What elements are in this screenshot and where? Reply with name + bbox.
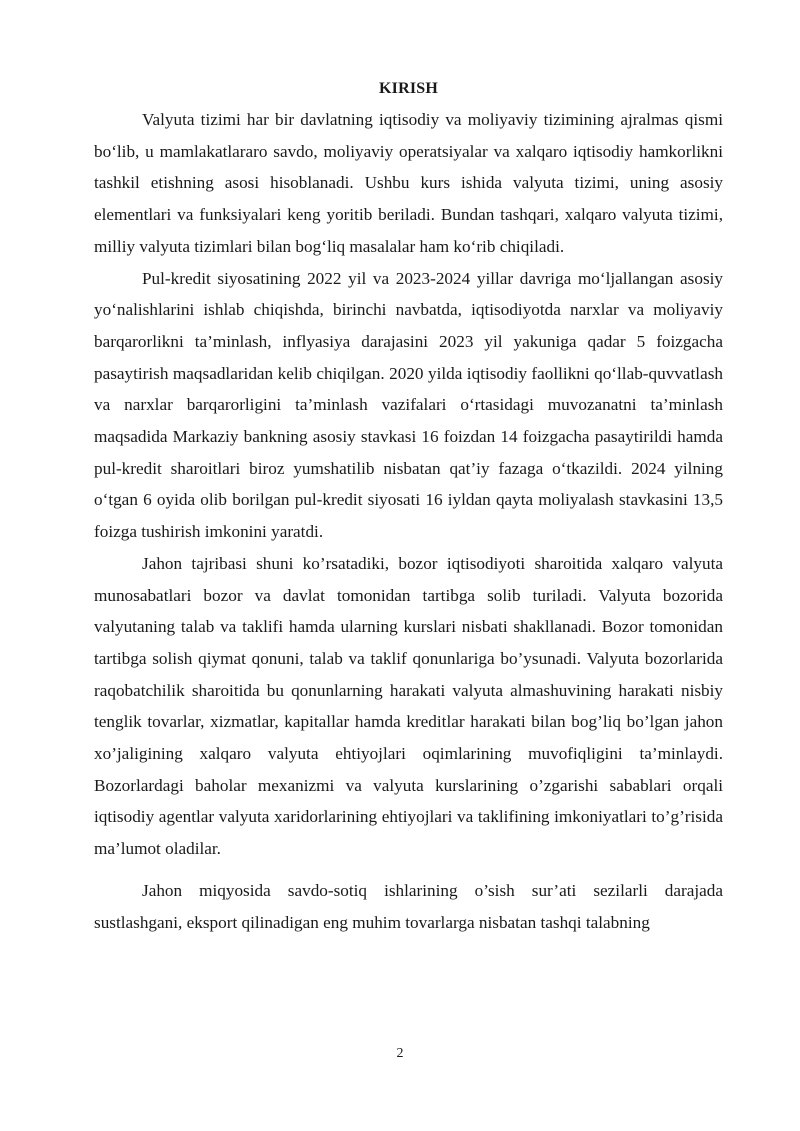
paragraph-3: Jahon tajribasi shuni ko’rsatadiki, bozor iqtisodiyoti sharoitida xalqaro valyuta munosabatlari bozor va davlat tomonidan tartibga solib turiladi. Valyuta bozorida valyutaning talab va taklifi hamda ularning kurslari nisbati shakllanadi. Bozor tomonidan tartibga solish qiymat qonuni, talab va taklif qonunlariga bo’ysunadi. Valyuta bozorlarida raqobatchilik sharoitida bu qonunlarning harakati valyuta almashuvining harakati nisbiy tenglik tovarlar, xizmatlar, kapitallar hamda kreditlar harakati bilan bog’liq bo’lgan jahon xo’jaligining xalqaro valyuta ehtiyojlari oqimlarining muvofiqligini ta’minlaydi. Bozorlardagi baholar mexanizmi va valyuta kurslarining o’zgarishi sabablari orqali iqtisodiy agentlar valyuta xaridorlarining ehtiyojlari va taklifining imkoniyatlari to’g’risida ma’lumot oladilar. xyxy=(94,553,723,859)
page-number: 2 xyxy=(396,1046,404,1061)
document-body xyxy=(94,74,723,938)
paragraph-1: Valyuta tizimi har bir davlatning iqtisodiy va moliyaviy tizimining ajralmas qismi bo‘lib, u mamlakatlararo savdo, moliyaviy operatsiyalar va xalqaro iqtisodiy hamkorlikni tashkil etishning asosi hisoblanadi. Ushbu kurs ishida valyuta tizimi, uning asosiy elementlari va funksiyalari keng yoritib beriladi. Bundan tashqari, xalqaro valyuta tizimi, milliy valyuta tizimlari bilan bog‘liq masalalar ham ko‘rib chiqiladi. xyxy=(94,110,723,256)
paragraph-2: Pul-kredit siyosatining 2022 yil va 2023-2024 yillar davriga mo‘ljallangan asosiy yo‘nalishlarini ishlab chiqishda, birinchi navbatda, iqtisodiyotda narxlar va moliyaviy barqarorlikni ta’minlash, inflyasiya darajasini 2023 yil yakuniga qadar 5 foizgacha pasaytirish maqsadlaridan kelib chiqilgan. 2020 yilda iqtisodiy faollikni qo‘llab-quvvatlash va narxlar barqarorligini ta’minlash vazifalari o‘rtasidagi muvozanatni ta’minlash maqsadida Markaziy bankning asosiy stavkasi 16 foizdan 14 foizgacha pasaytirildi hamda pul-kredit sharoitlari biroz yumshatilib nisbatan qat’iy fazaga o‘tkazildi. 2024 yilning o‘tgan 6 oyida olib borilgan pul-kredit siyosati 16 iyldan qayta moliyalash stavkasini 13,5 foizga tushirish imkonini yaratdi. xyxy=(94,268,723,542)
paragraph-4: Jahon miqyosida savdo-sotiq ishlarining o’sish sur’ati sezilarli darajada sustlashgani, eksport qilinadigan eng muhim tovarlarga nisbatan tashqi talabning xyxy=(94,880,723,932)
section-title: KIRISH xyxy=(379,80,438,97)
